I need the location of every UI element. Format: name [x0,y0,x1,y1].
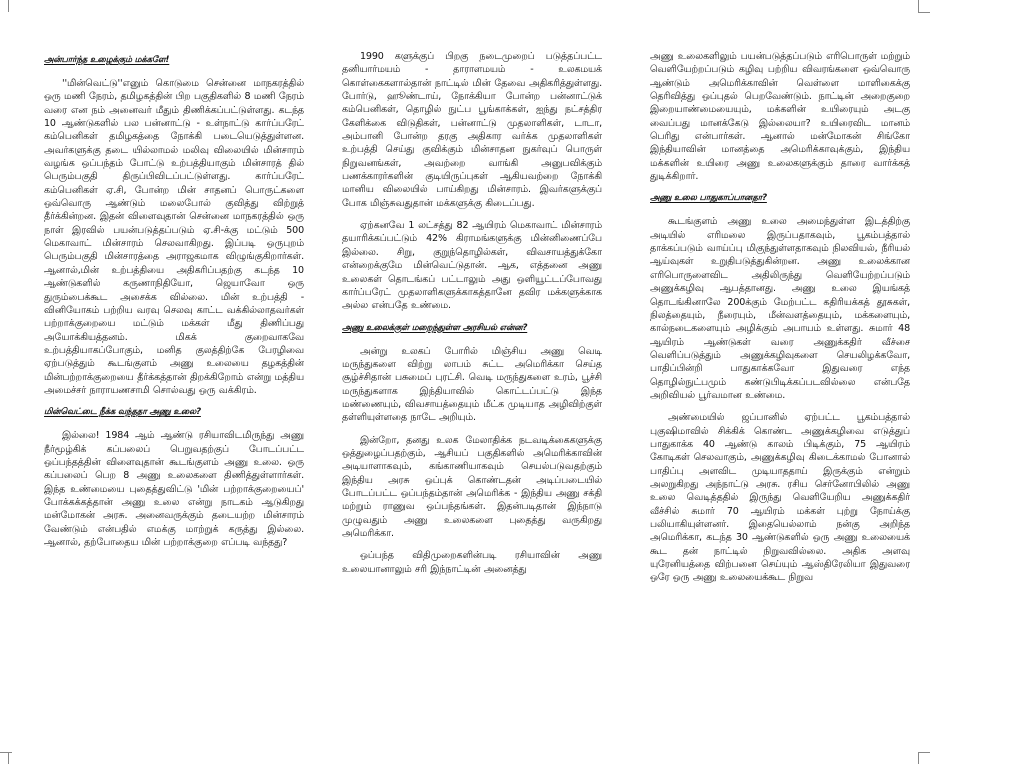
paragraph-liberalisation: 1990 களுக்குப் பிறகு நடைமுறைப் படுத்தப்பட்ட தனியார்மயம் - தாராளமயம் - உலகமயக் கொள்கைகளால்தான் நாட்டில் மின் தேவை அதிகரித்துள்ளது. போர்டு, ஹூண்டாய், நோக்கியா போன்ற பன்னாட்டுக் கம்பெனிகள், தொழில் நுட்ப பூங்காக்கள், ஐந்து நட்சத்திர கேளிக்கை விடுதிகள், பன்னாட்டு முதலாளிகள், டாடா, அம்பானி போன்ற தரகு அதிகார வர்க்க முதலாளிகள் உற்பத்தி செய்து குவிக்கும் மின்சாதன நுகர்வுப் பொருள் நிறுவனங்கள், அவற்றை வாங்கி அனுபவிக்கும் பணக்காரர்களின் குடியிருப்புகள் ஆகியவற்றை நோக்கி மானிய விலையில் பாய்கிறது மின்சாரம். இவர்களுக்குப் போக மிஞ்சுவதுதான் மக்களுக்கு கிடைப்பது. [342,51,602,209]
crop-mark-top-right [918,0,919,12]
paragraph-us-agreement: இன்றோ, தனது உலக மேலாதிக்க நடவடிக்கைகளுக்கு ஒத்துழைப்பதற்கும், ஆசியப் பகுதிகளில் அமெரிக்காவின் அடியாளாகவும், கங்காணியாகவும் செயல்படுவதற்கும் இந்திய அரசு ஒப்புக் கொண்டதன் அடிப்படையில் போடப்பட்ட ஒப்பந்தம்தான் அமெரிக்க - இந்திய அணு சக்தி மற்றும் ராணுவ ஒப்பந்தங்கள். இதன்படிதான் இந்நாடு முழுவதும் அணு உலைகளை புதைத்து வருகிறது அமெரிக்கா. [342,434,602,539]
column-right [650,50,910,750]
crop-mark-bottom-left [0,752,12,753]
heading-is-it-safe: அணு உலை பாதுகாப்பானதா? [650,193,767,204]
crop-mark-top-right-h [918,12,930,13]
paragraph-villages: ஏற்கனவே 1 லட்சத்து 82 ஆயிரம் மெகாவாட் மின்சாரம் தயாரிக்கப்பட்டும் 42% கிராமங்களுக்கு மின்னிணைப்பே இல்லை. சிறு, குறுந்தொழில்கள், விவசாயத்துக்கோ என்றைக்குமே மின்வெட்டுதான். ஆக, எத்தனை அணு உலைகள் தொடங்கப் பட்டாலும் அது ஒளியூட்டப்போவது கார்ப்பரேட் முதலாளிகளுக்காகத்தானே தவிர மக்களுக்காக அல்ல என்பதே உண்மை. [342,220,602,312]
paragraph-green-revolution: அன்று உலகப் போரில் மிஞ்சிய அணு வெடி மருந்துகளை விற்று லாபம் சுட்ட அமெரிக்கா செய்த சூழ்ச்சிதான் பசுமைப் புரட்சி. வெடி மருந்துகளை உரம், பூச்சி மருந்துகளாக இந்தியாவில் கொட்டப்பட்டு இந்த மண்ணையும், விவசாயத்தையும் மீட்க முடியாத அழிவிற்குள் தள்ளியுள்ளதை நாடே அறியும். [342,345,602,424]
paragraph-power-cut: ''மின்வெட்டு''எனும் கொடுமை சென்னை மாநகரத்தில் ஒரு மணி நேரம், தமிழகத்தின் பிற பகுதிகளில் 8 மணி நேரம் வரை என நம் அனைவர் மீதும் திணிக்கப்பட்டுள்ளது. கடந்த 10 ஆண்டுகளில் பல பன்னாட்டு - உள்நாட்டு கார்ப்பரேட் கம்பெனிகள் தமிழகத்தை நோக்கி படையெடுத்துள்ளன. அவர்களுக்கு தடை யில்லாமல் மலிவு விலையில் மின்சாரம் வழங்க ஒப்பந்தம் போட்டு உற்பத்தியாகும் மின்சாரத் தில் பெரும்பகுதி திருப்பிவிடப்பட்டுள்ளது. கார்ப்பரேட் கம்பெனிகள் ஏ.சி, போன்ற மின் சாதனப் பொருட்களை ஒவ்வொரு ஆண்டும் மலைபோல் குவித்து விற்றுத் தீர்க்கின்றன. இதன் விளைவுதான் சென்னை மாநகரத்தில் ஒரு நாள் இரவில் பயன்படுத்தப்படும் ஏ.சி-க்கு மட்டும் 500 மெகாவாட் மின்சாரம் செலவாகிறது. இப்படி ஒருபுறம் பெரும்பகுதி மின்சாரத்தை அராஜகமாக விழுங்குகிறார்கள். ஆனால்,மின் உற்பத்தியை அதிகரிப்பதற்கு கடந்த 10 ஆண்டுகளில் கருணாநிதியோ, ஜெயாவோ ஒரு துரும்பைக்கூட அசைக்க வில்லை. மின் உற்பத்தி - வினியோகம் பற்றிய வரவு செலவு காட்ட வக்கில்லாதவர்கள் பற்றாக்குறையை மட்டும் மக்கள் மீது திணிப்பது அயோக்கியத்தனம். மிகக் குறைவாகவே உற்பத்தியாகப்போகும், மனித குலத்திற்கே பேரழிவை ஏற்படுத்தும் கூடங்குளம் அணு உலையை தழகத்தின் மின்பற்றாக்குறையை தீர்க்கத்தான் திறக்கிறோம் என்று மத்திய அமைச்சர் நாராயணசாமி சொல்வது ஒரு வக்கிரம். [44,78,304,396]
crop-mark-bottom-right [918,752,919,764]
column-middle [342,50,602,750]
crop-mark-bottom-left-v [8,752,9,764]
crop-mark-bottom-right-h [918,752,930,753]
heading-hidden-politics: அணு உலைக்குள் மறைந்துள்ள அரசியல் என்ன? [342,322,528,333]
paragraph-volcano-waste: கூடங்குளம் அணு உலை அமைந்துள்ள இடத்திற்கு அடியில் எரிமலை இருப்பதாகவும், பூகம்பத்தால் தாக்கப்படும் வாய்ப்பு மிகுந்துள்ளதாகவும் நிலவியல், நீரியல் ஆய்வுகள் உறுதிபடுத்துகின்றன. அணு உலைக்கான எரிபொருளைவிட அதிலிருந்து வெளியேற்றப்படும் அணுக்கழிவு ஆபத்தானது. அணு உலை இயங்கத் தொடங்கினாலே 200க்கும் மேற்பட்ட கதிரியக்கத் தூசுகள், நிலத்தையும், நீரையும், மீன்வளத்தையும், மக்களையும், கால்நடைகளையும் அழிக்கும் அபாயம் உள்ளது. சுமார் 48 ஆயிரம் ஆண்டுகள் வரை அணுக்கதிர் வீச்சை வெளிப்படுத்தும் அணுக்கழிவுகளை செயலிழக்கவோ, பாதிப்பின்றி பாதுகாக்கவோ இதுவரை எந்த தொழில்நுட்பமும் கண்டுபிடிக்கப்படவில்லை என்பதே அறிவியல் பூர்வமான உண்மை. [650,216,910,401]
paragraph-treaty-rules: ஒப்பந்த விதிமுறைகளின்படி ரசியாவின் அணு உலையானாலும் சரி இந்நாட்டின் அனைத்து [342,550,602,575]
paragraph-russia-deal: இல்லை! 1984 ஆம் ஆண்டு ரசியாவிடமிருந்து அணு நீர்மூழ்கிக் கப்பலைப் பெறுவதற்குப் போடப்பட்ட ஒப்பந்தத்தின் விளைவுதான் கூடங்குளம் அணு உலை. ஒரு கப்பலைப் பெற 8 அணு உலைகளை திணித்துள்ளார்கள். இந்த உண்மையை புதைத்துவிட்டு 'மின் பற்றாக்குறையைப்' போக்கக்கத்தான் அணு உலை என்று நாடகம் ஆடுகிறது மன்மோகன் அரசு. அனைவருக்கும் தடையற்ற மின்சாரம் வேண்டும் என்பதில் எமக்கு மாற்றுக் கருத்து இல்லை. ஆனால், தற்போதைய மின் பற்றாக்குறை எப்படி வந்தது? [44,430,304,548]
paragraph-sovereignty: அணு உலைகளிலும் பயன்படுத்தப்படும் எரிபொருள் மற்றும் வெளியேற்றப்படும் கழிவு பற்றிய விவரங்களை ஒவ்வொரு ஆண்டும் அமெரிக்காவின் வெள்ளை மாளிகைக்கு தெரிவித்து ஒப்புதல் பெறவேண்டும். நாட்டின் அறைகுறை இறையாண்மையையும், மக்களின் உயிரையும் அடகு வைப்பது மானக்கேடு இல்லையா? உயிரைவிட மானம் பெரிது என்பார்கள். ஆனால் மன்மோகன் சிங்கோ இந்தியாவின் மானத்தை அமெரிக்காவுக்கும், இந்திய மக்களின் உயிரை அணு உலைகளுக்கும் தாரை வார்க்கத் துடிக்கிறார். [650,51,910,183]
paragraph-fukushima-chernobyl: அண்மையில் ஜப்பானில் ஏற்பட்ட பூகம்பத்தால் புகுஷிமாவில் சிக்கிக் கொண்ட அணுக்கழிவை எடுத்துப் பாதுகாக்க 40 ஆண்டு காலம் பிடிக்கும், 75 ஆயிரம் கோடிகள் செலவாகும், அணுக்கழிவு கிடைக்காமல் போனால் பாதிப்பு அளவிட முடியாததாய் இருக்கும் என்றும் அலறுகிறது அந்நாட்டு அரசு. ரசிய செர்னோபிலில் அணு உலை வெடித்ததில் இருந்து வெளியேறிய அணுக்கதிர் வீச்சில் சுமார் 70 ஆயிரம் மக்கள் புற்று நோய்க்கு பலியாகியுள்ளனர். இதையெல்லாம் நன்கு அறிந்த அமெரிக்கா, கடந்த 30 ஆண்டுகளில் ஒரு அணு உலையைக் கூட தன் நாட்டில் நிறுவவில்லை. அதிக அளவு யுரேனியத்தை விற்பனை செய்யும் ஆஸ்திரேலியா இதுவரை ஒரே ஒரு அணு உலையைக்கூட நிறுவ [650,412,910,584]
heading-dear-workers: அன்பார்ந்த உழைக்கும் மக்களே! [44,55,170,65]
column-left [44,50,304,750]
heading-nuclear-for-power-cut: மின்வெட்டை நீக்க வந்ததா அணு உலை? [44,407,201,418]
crop-mark-top-left [8,0,9,12]
